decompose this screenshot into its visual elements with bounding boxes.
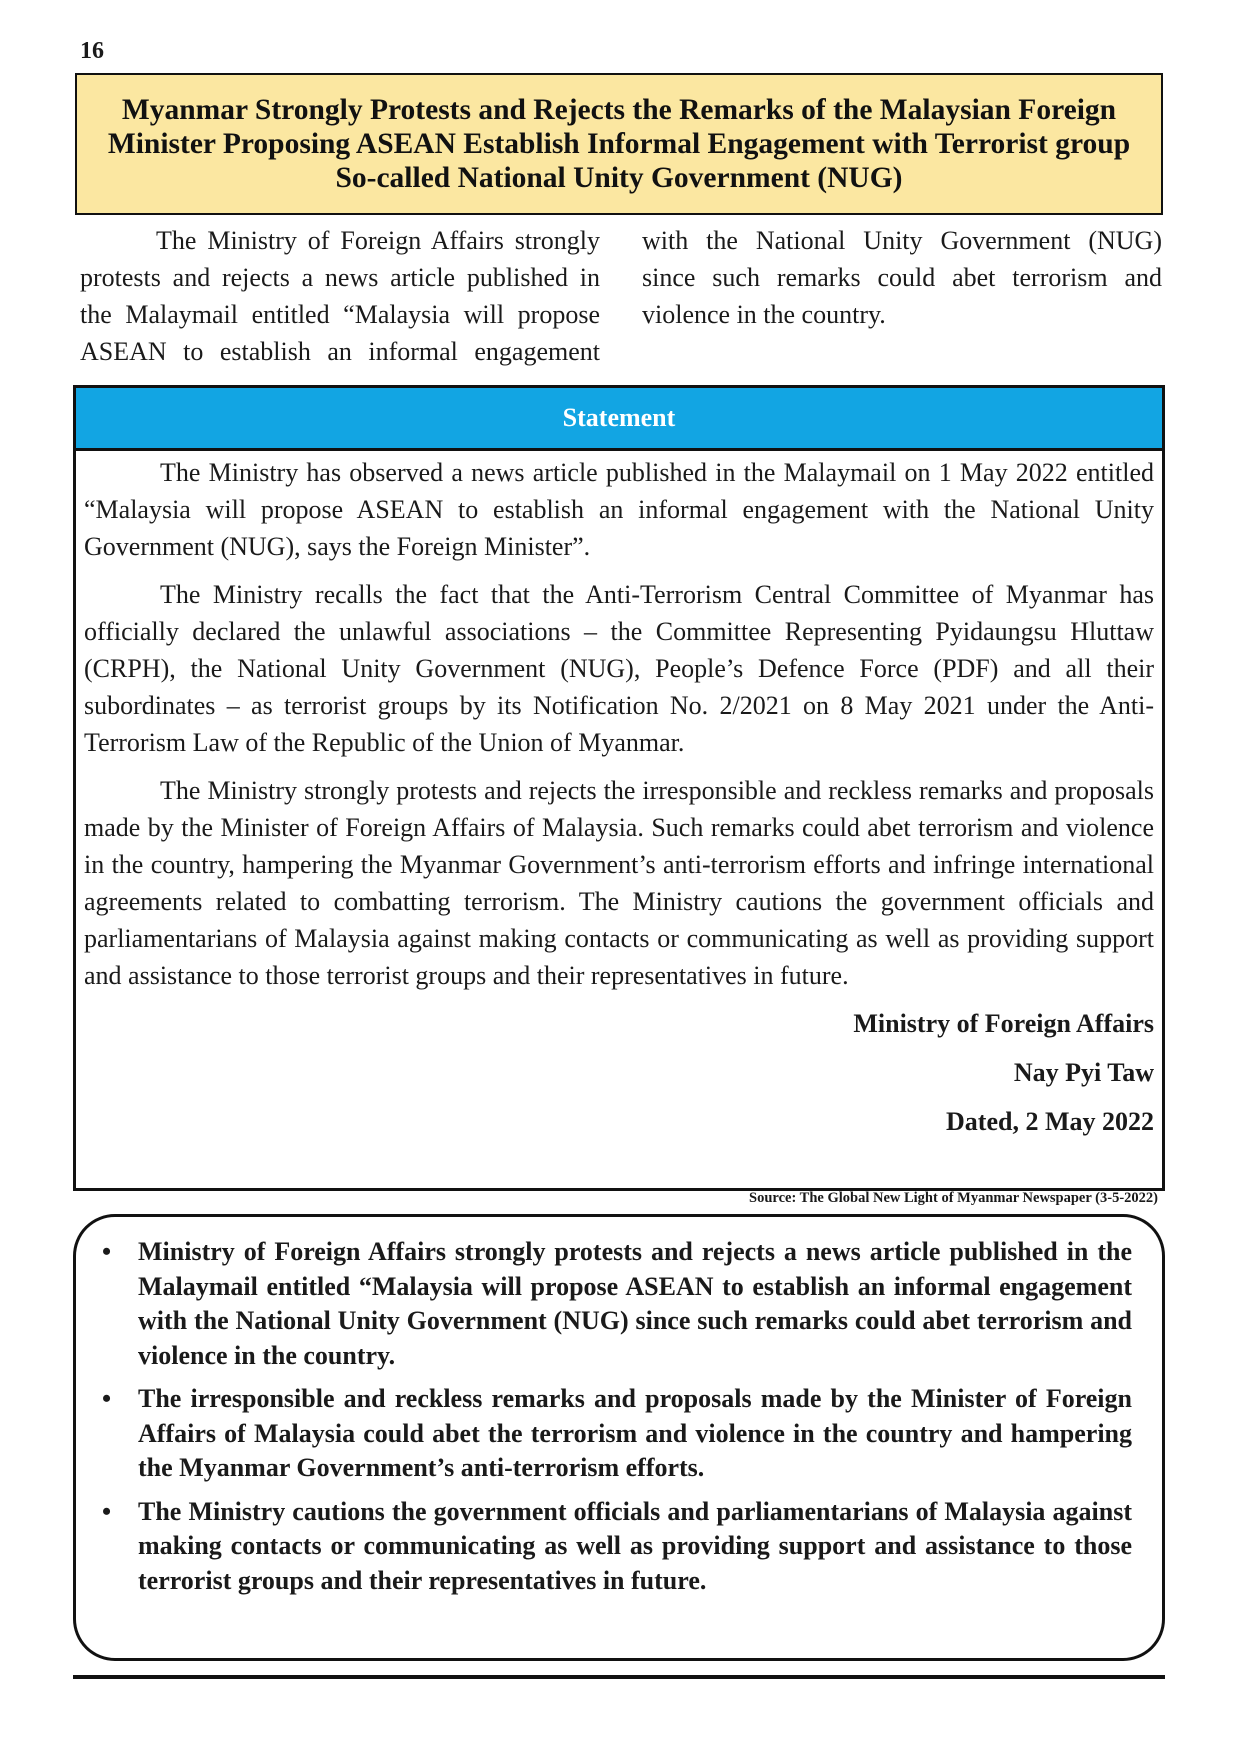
highlights-list bbox=[96, 1235, 1132, 1598]
signature-date: Dated, 2 May 2022 bbox=[946, 1107, 1154, 1136]
page-number: 16 bbox=[80, 38, 104, 64]
article-title-box bbox=[75, 73, 1163, 215]
highlight-text: The irresponsible and reckless remarks and proposals made by the Minister of Foreign Affairs of Malaysia could abet the terrorism and violence in the country and hampering the Myanmar Government’s anti-terrorism efforts. bbox=[138, 1384, 1132, 1482]
statement-header bbox=[76, 388, 1162, 451]
bullet-icon: • bbox=[102, 1384, 112, 1413]
intro-text bbox=[80, 222, 1162, 370]
statement-paragraph-2: The Ministry recalls the fact that the Anti-Terrorism Central Committee of Myanmar has officially declared the unlawful associations – the Committee Representing Pyidaungsu Hluttaw (CRPH), the National Unity Government (NUG), People’s Defence Force (PDF) and all their subordinates – as terrorist groups by its Notification No. 2/2021 on 8 May 2021 under the Anti-Terrorism Law of the Republic of the Union of Myanmar. bbox=[84, 580, 1154, 757]
statement-paragraph-1: The Ministry has observed a news article published in the Malaymail on 1 May 2022 entitled “Malaysia will propose ASEAN to establish an informal engagement with the National Unity Government (NUG), says the Foreign Minister”. bbox=[84, 458, 1154, 561]
statement-box bbox=[73, 385, 1165, 1191]
statement-heading: Statement bbox=[562, 403, 676, 432]
article-title: Myanmar Strongly Protests and Rejects the Remarks of the Malaysian Foreign Minister Proposing ASEAN Establish Informal Engagement with Terrorist group So-called National Unity Government (NUG) bbox=[107, 94, 1131, 194]
signature-organization: Ministry of Foreign Affairs bbox=[853, 1009, 1154, 1038]
statement-signature bbox=[84, 1005, 1154, 1140]
source-citation: Source: The Global New Light of Myanmar Newspaper (3-5-2022) bbox=[749, 1190, 1158, 1206]
highlights-box bbox=[73, 1214, 1165, 1661]
highlight-text: The Ministry cautions the government officials and parliamentarians of Malaysia against making contacts or communicating as well as providing support and assistance to those terrorist groups and their representatives in future. bbox=[138, 1496, 1132, 1595]
bullet-icon: • bbox=[102, 1496, 112, 1526]
statement-body bbox=[76, 454, 1162, 1140]
bullet-icon: • bbox=[102, 1237, 112, 1266]
highlight-item bbox=[96, 1235, 1132, 1373]
highlight-item bbox=[96, 1382, 1132, 1486]
intro-paragraph: The Ministry of Foreign Affairs strongly protests and rejects a news article published in the Malaymail entitled “Malaysia will propose ASEAN to establish an informal engagement with the National Unity Government (NUG) since such remarks could abet terrorism and violence in the country. bbox=[80, 226, 1162, 366]
highlight-text: Ministry of Foreign Affairs strongly protests and rejects a news article published in the Malaymail entitled “Malaysia will propose ASEAN to establish an informal engagement with the National Unity Government (NUG) since such remarks could abet terrorism and violence in the country. bbox=[138, 1237, 1132, 1370]
statement-paragraph-3: The Ministry strongly protests and rejects the irresponsible and reckless remarks and proposals made by the Minister of Foreign Affairs of Malaysia. Such remarks could abet terrorism and violence in the country, hampering the Myanmar Government’s anti-terrorism efforts and infringe international agreements related to combatting terrorism. The Ministry cautions the government officials and parliamentarians of Malaysia against making contacts or communicating as well as providing support and assistance to those terrorist groups and their representatives in future. bbox=[84, 776, 1154, 990]
highlight-item bbox=[96, 1495, 1132, 1599]
signature-place: Nay Pyi Taw bbox=[1013, 1058, 1154, 1087]
bottom-rule bbox=[73, 1675, 1165, 1679]
